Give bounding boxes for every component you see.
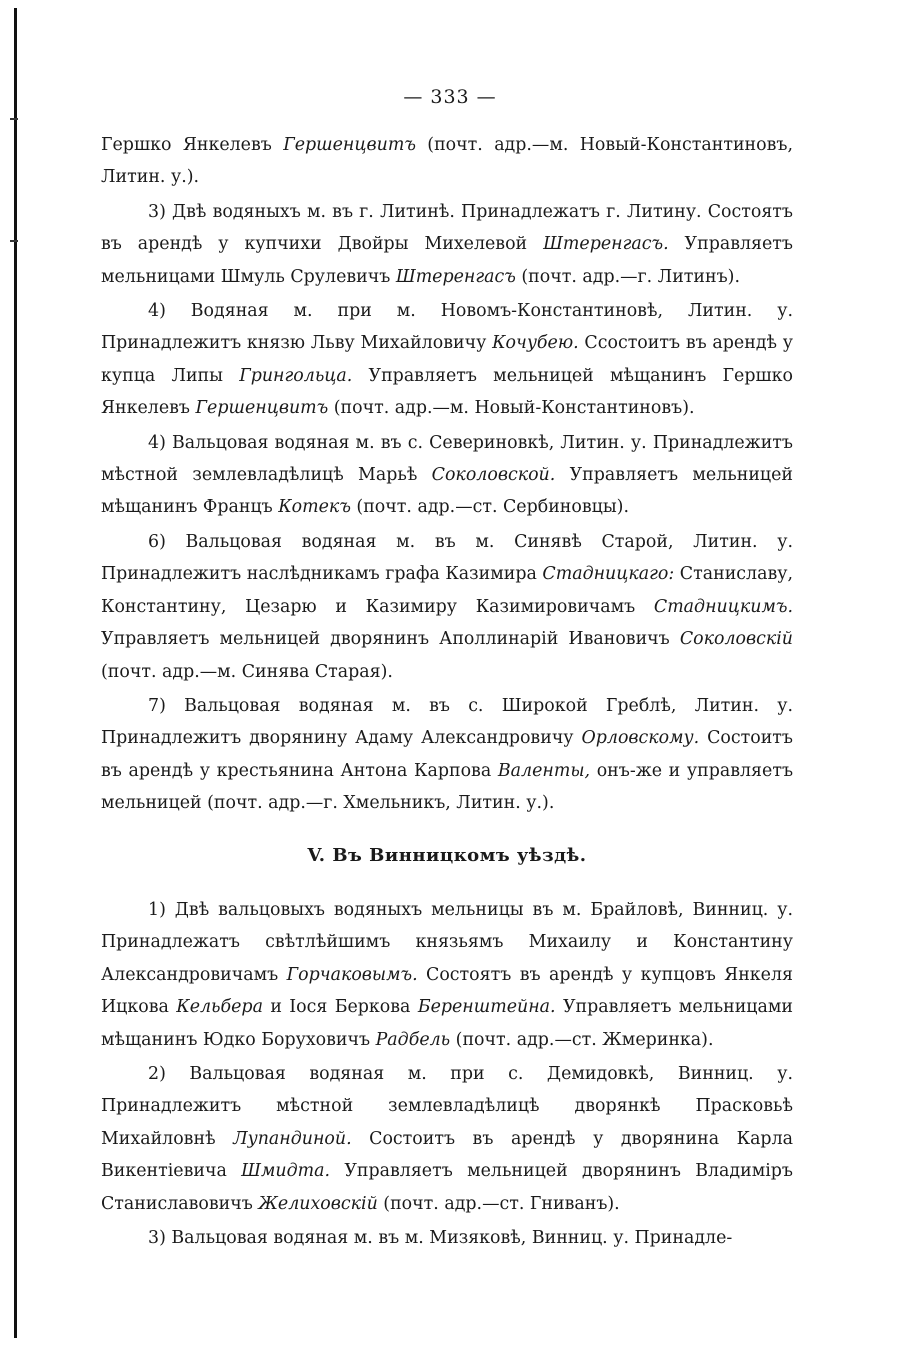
- text-run: и Іося Беркова: [262, 997, 418, 1018]
- text-run: Состоятъ въ арендѣ у купцовъ Янкеля Ицкова: [101, 964, 793, 1018]
- paragraph: [101, 129, 793, 194]
- paragraph: [101, 1222, 793, 1254]
- paragraph: [101, 894, 793, 1056]
- page-number: — 333 —: [403, 86, 497, 108]
- text-run: 7) Вальцовая водяная м. въ с. Широкой Греблѣ, Литин. у. Принадлежитъ дворянину Адаму Александровичу: [101, 695, 793, 749]
- text-run: (почт. адр.—м. Новый-Константиновъ).: [328, 398, 695, 419]
- surname: Кельбера: [176, 997, 263, 1018]
- text-run: 4) Вальцовая водяная м. въ с. Севериновкѣ, Литин. у. Принадлежитъ мѣстной землевладѣлицѣ Марьѣ: [101, 432, 793, 486]
- paragraph: [101, 526, 793, 688]
- surname: Гершенцвитъ: [195, 398, 329, 419]
- text-run: 4) Водяная м. при м. Новомъ-Константиновѣ, Литин. у. Принадлежитъ князю Льву Михайловичу: [101, 301, 793, 354]
- text-run: (почт. адр.—г. Литинъ).: [515, 266, 740, 287]
- surname: Гершенцвитъ: [283, 135, 416, 155]
- text-run: Состоитъ въ арендѣ у крестьянина Антона Карпова: [101, 728, 793, 781]
- text-run: Гершко Янкелевъ: [101, 135, 284, 155]
- text-run: (почт. адр.—ст. Жмеринка).: [450, 1029, 714, 1050]
- surname: Радбель: [375, 1029, 451, 1050]
- surname: Валенты,: [497, 760, 591, 781]
- surname: Беренштейна.: [417, 997, 556, 1018]
- text-run: 3) Вальцовая водяная м. въ м. Мизяковѣ, Винниц. у. Принадле-: [148, 1228, 733, 1248]
- text-run: Станиславу, Константину, Цезарю и Казимиру Казимировичамъ: [101, 564, 793, 617]
- text-run: Состоитъ въ арендѣ у дворянина Карла Викентіевича: [101, 1128, 793, 1182]
- text-run: онъ-же и управляетъ мельницей (почт. адр.—г. Хмельникъ, Литин. у.).: [101, 760, 794, 814]
- surname: Кочубею.: [492, 333, 579, 354]
- surname: Стадницкимъ.: [653, 596, 793, 617]
- surname: Стадницкаго:: [542, 564, 675, 585]
- text-run: 1) Двѣ вальцовыхъ водяныхъ мельницы въ м. Брайловѣ, Винниц. у. Принадлежатъ свѣтлѣйшимъ князьямъ Михаилу и Константину Александровичамъ: [101, 899, 793, 985]
- text-run: 3) Двѣ водяныхъ м. въ г. Литинѣ. Принадлежатъ г. Литину. Состоятъ въ арендѣ у купчихи Двойры Михелевой: [101, 201, 793, 255]
- text-run: 2) Вальцовая водяная м. при с. Демидовкѣ, Винниц. у. Принадлежитъ мѣстной землевладѣлицѣ дворянкѣ Прасковьѣ Михайловнѣ: [101, 1063, 793, 1149]
- surname: Лупандиной.: [233, 1128, 352, 1149]
- binding-edge: [14, 8, 17, 1338]
- binding-mark: [10, 240, 18, 242]
- text-run: Управляетъ мельницами мѣщанинъ Юдко Боруховичъ: [101, 997, 793, 1050]
- text-run: Управляетъ мельницей мѣщанинъ Гершко Янкелевъ: [101, 365, 793, 419]
- surname: Штеренгасъ: [395, 266, 516, 287]
- surname: Горчаковымъ.: [286, 964, 418, 985]
- text-run: (почт. адр.—ст. Сербиновцы).: [350, 497, 629, 518]
- surname: Котекъ: [278, 497, 351, 518]
- surname: Штеренгасъ.: [543, 234, 669, 255]
- entries-vinnitsa: [101, 894, 793, 1254]
- surname: Грингольца.: [239, 365, 353, 386]
- entries-litin: [101, 129, 793, 820]
- text-run: Управляетъ мельницей дворянинъ Владиміръ Станиславовичъ: [101, 1161, 793, 1214]
- text-run: 6) Вальцовая водяная м. въ м. Синявѣ Старой, Литин. у. Принадлежитъ наслѣдникамъ графа Казимира: [101, 531, 793, 585]
- text-run: Ссостоитъ въ арендѣ у купца Липы: [101, 333, 794, 386]
- binding-mark: [10, 118, 18, 120]
- text-run: Управляетъ мельницами Шмуль Срулевичъ: [101, 234, 793, 287]
- surname: Желиховскій: [258, 1193, 378, 1214]
- text-run: Управляетъ мельницей мѣщанинъ Францъ: [101, 465, 793, 518]
- surname: Орловскому.: [581, 728, 700, 749]
- paragraph: [101, 1058, 793, 1220]
- page-body: [101, 129, 793, 1254]
- paragraph: [101, 690, 793, 820]
- surname: Соколовской.: [431, 465, 556, 486]
- text-run: (почт. адр.—м. Новый-Константиновъ, Литин. у.).: [101, 135, 793, 188]
- text-run: (почт. адр.—м. Синява Старая).: [101, 661, 393, 682]
- surname: Соколовскій: [679, 629, 793, 650]
- paragraph: [101, 295, 793, 425]
- text-run: (почт. адр.—ст. Гниванъ).: [377, 1193, 620, 1214]
- paragraph: [101, 427, 793, 524]
- section-heading: V. Въ Винницкомъ уѣздѣ.: [307, 844, 587, 866]
- surname: Шмидта.: [241, 1161, 331, 1182]
- paragraph: [101, 196, 793, 293]
- text-run: Управляетъ мельницей дворянинъ Аполлинарій Ивановичъ: [101, 629, 680, 650]
